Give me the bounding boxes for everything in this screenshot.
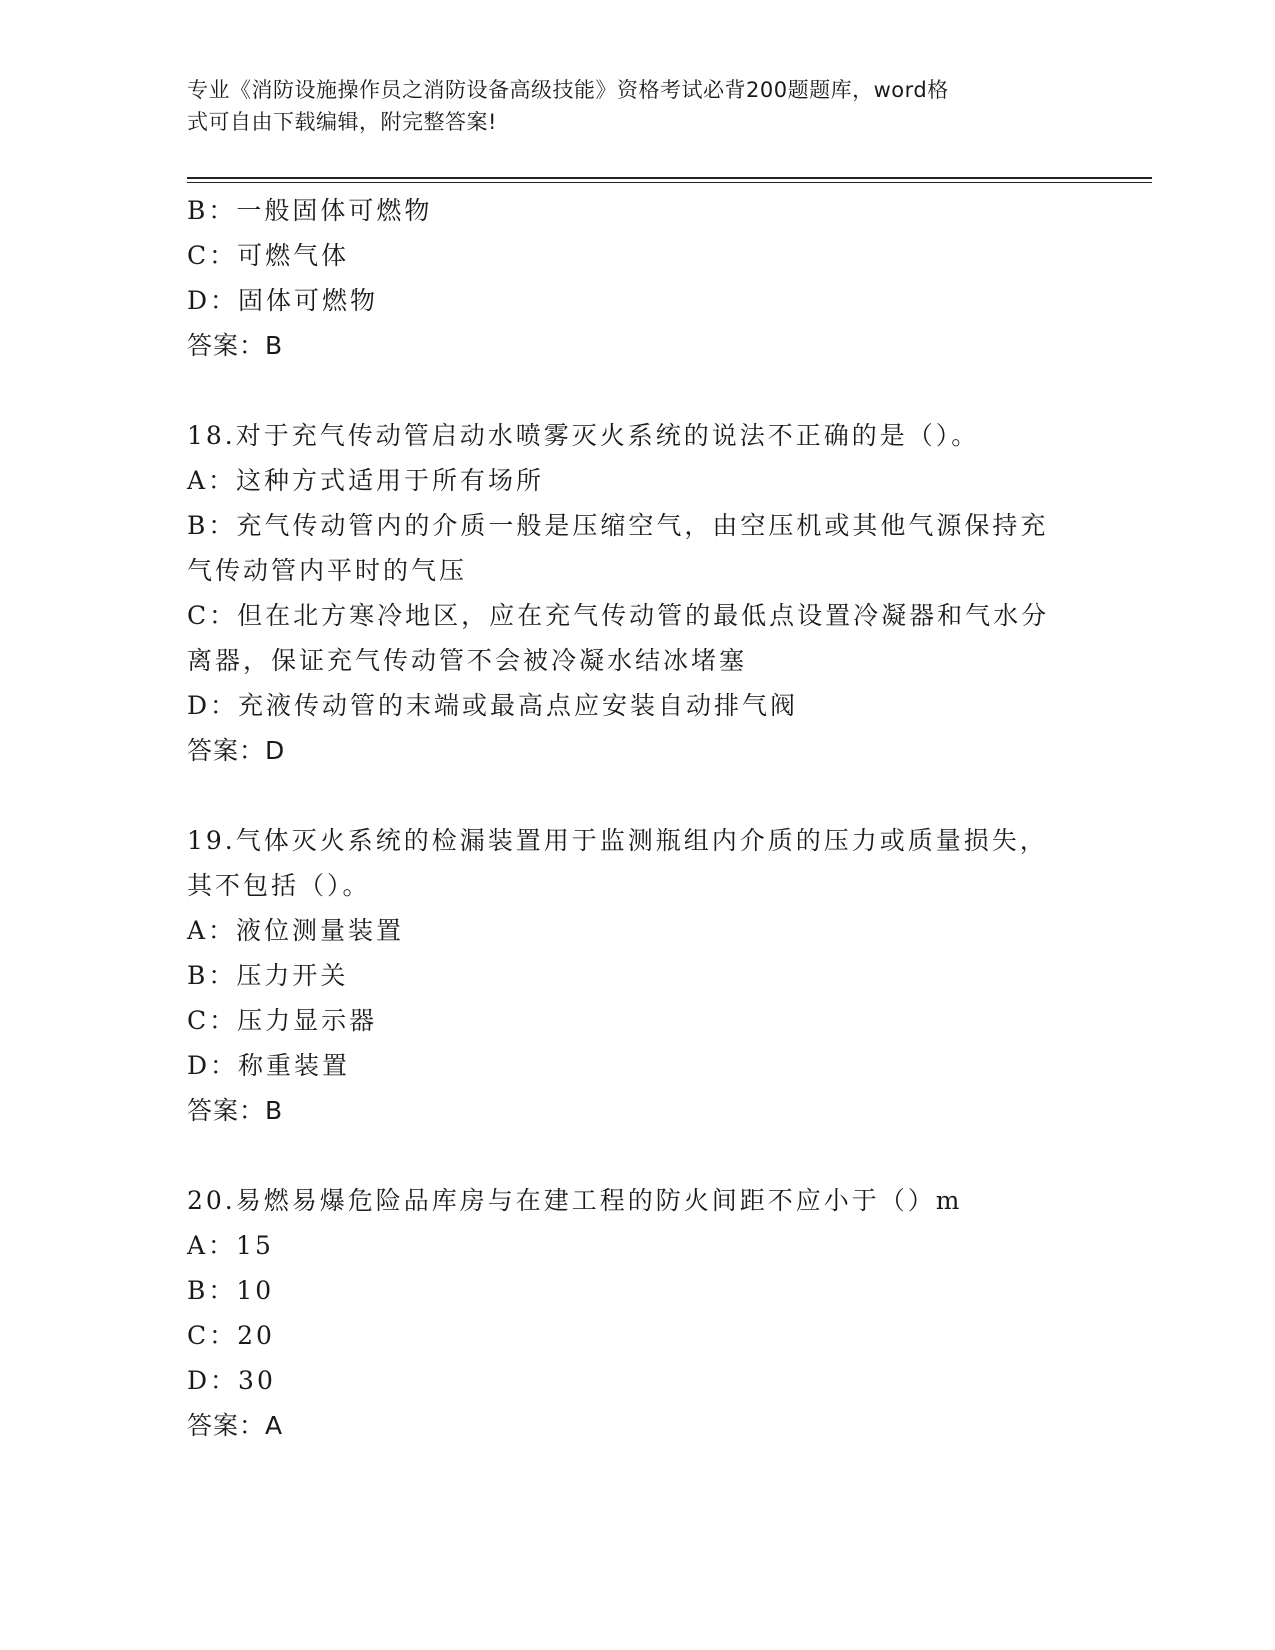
option-a: A：这种方式适用于所有场所 [187, 466, 545, 495]
header-line-2: 式可自由下载编辑，附完整答案! [187, 110, 497, 134]
option-b: B：充气传动管内的介质一般是压缩空气，由空压机或其他气源保持充 [187, 511, 1049, 540]
question-stem-continued: 其不包括（）。 [187, 871, 371, 900]
option-a: A：液位测量装置 [187, 916, 405, 945]
header-line-1: 专业《消防设施操作员之消防设备高级技能》资格考试必背200题题库，word格 [187, 78, 949, 102]
option-c: C：20 [187, 1321, 275, 1350]
question-18 [187, 413, 1087, 773]
answer: 答案：D [187, 736, 286, 765]
spacer [187, 368, 1087, 413]
answer: 答案：A [187, 1411, 284, 1440]
option-c: C：可燃气体 [187, 241, 350, 270]
spacer [187, 1133, 1087, 1178]
question-stem: 20.易燃易爆危险品库房与在建工程的防火间距不应小于（）m [187, 1186, 963, 1215]
question-list [187, 188, 1087, 1448]
question-20 [187, 1178, 1087, 1448]
option-b: B：10 [187, 1276, 275, 1305]
question-19 [187, 818, 1087, 1133]
option-d: D：充液传动管的末端或最高点应安装自动排气阀 [187, 691, 799, 720]
header-divider-thin [187, 182, 1152, 183]
option-c: C：但在北方寒冷地区，应在充气传动管的最低点设置冷凝器和气水分 [187, 601, 1050, 630]
answer: 答案：B [187, 1096, 284, 1125]
option-b-continued: 气传动管内平时的气压 [187, 556, 468, 585]
option-b: B：压力开关 [187, 961, 349, 990]
option-d: D：30 [187, 1366, 276, 1395]
document-header [187, 74, 1067, 138]
answer: 答案：B [187, 331, 284, 360]
option-b: B：一般固体可燃物 [187, 196, 433, 225]
option-d: D：称重装置 [187, 1051, 351, 1080]
question-17-partial [187, 188, 1087, 368]
option-d: D：固体可燃物 [187, 286, 379, 315]
option-a: A：15 [187, 1231, 274, 1260]
question-stem: 18.对于充气传动管启动水喷雾灭火系统的说法不正确的是（）。 [187, 421, 980, 450]
option-c-continued: 离器，保证充气传动管不会被冷凝水结冰堵塞 [187, 646, 748, 675]
header-divider-thick [187, 177, 1152, 179]
option-c: C：压力显示器 [187, 1006, 378, 1035]
spacer [187, 773, 1087, 818]
question-stem: 19.气体灭火系统的检漏装置用于监测瓶组内介质的压力或质量损失， [187, 826, 1048, 855]
